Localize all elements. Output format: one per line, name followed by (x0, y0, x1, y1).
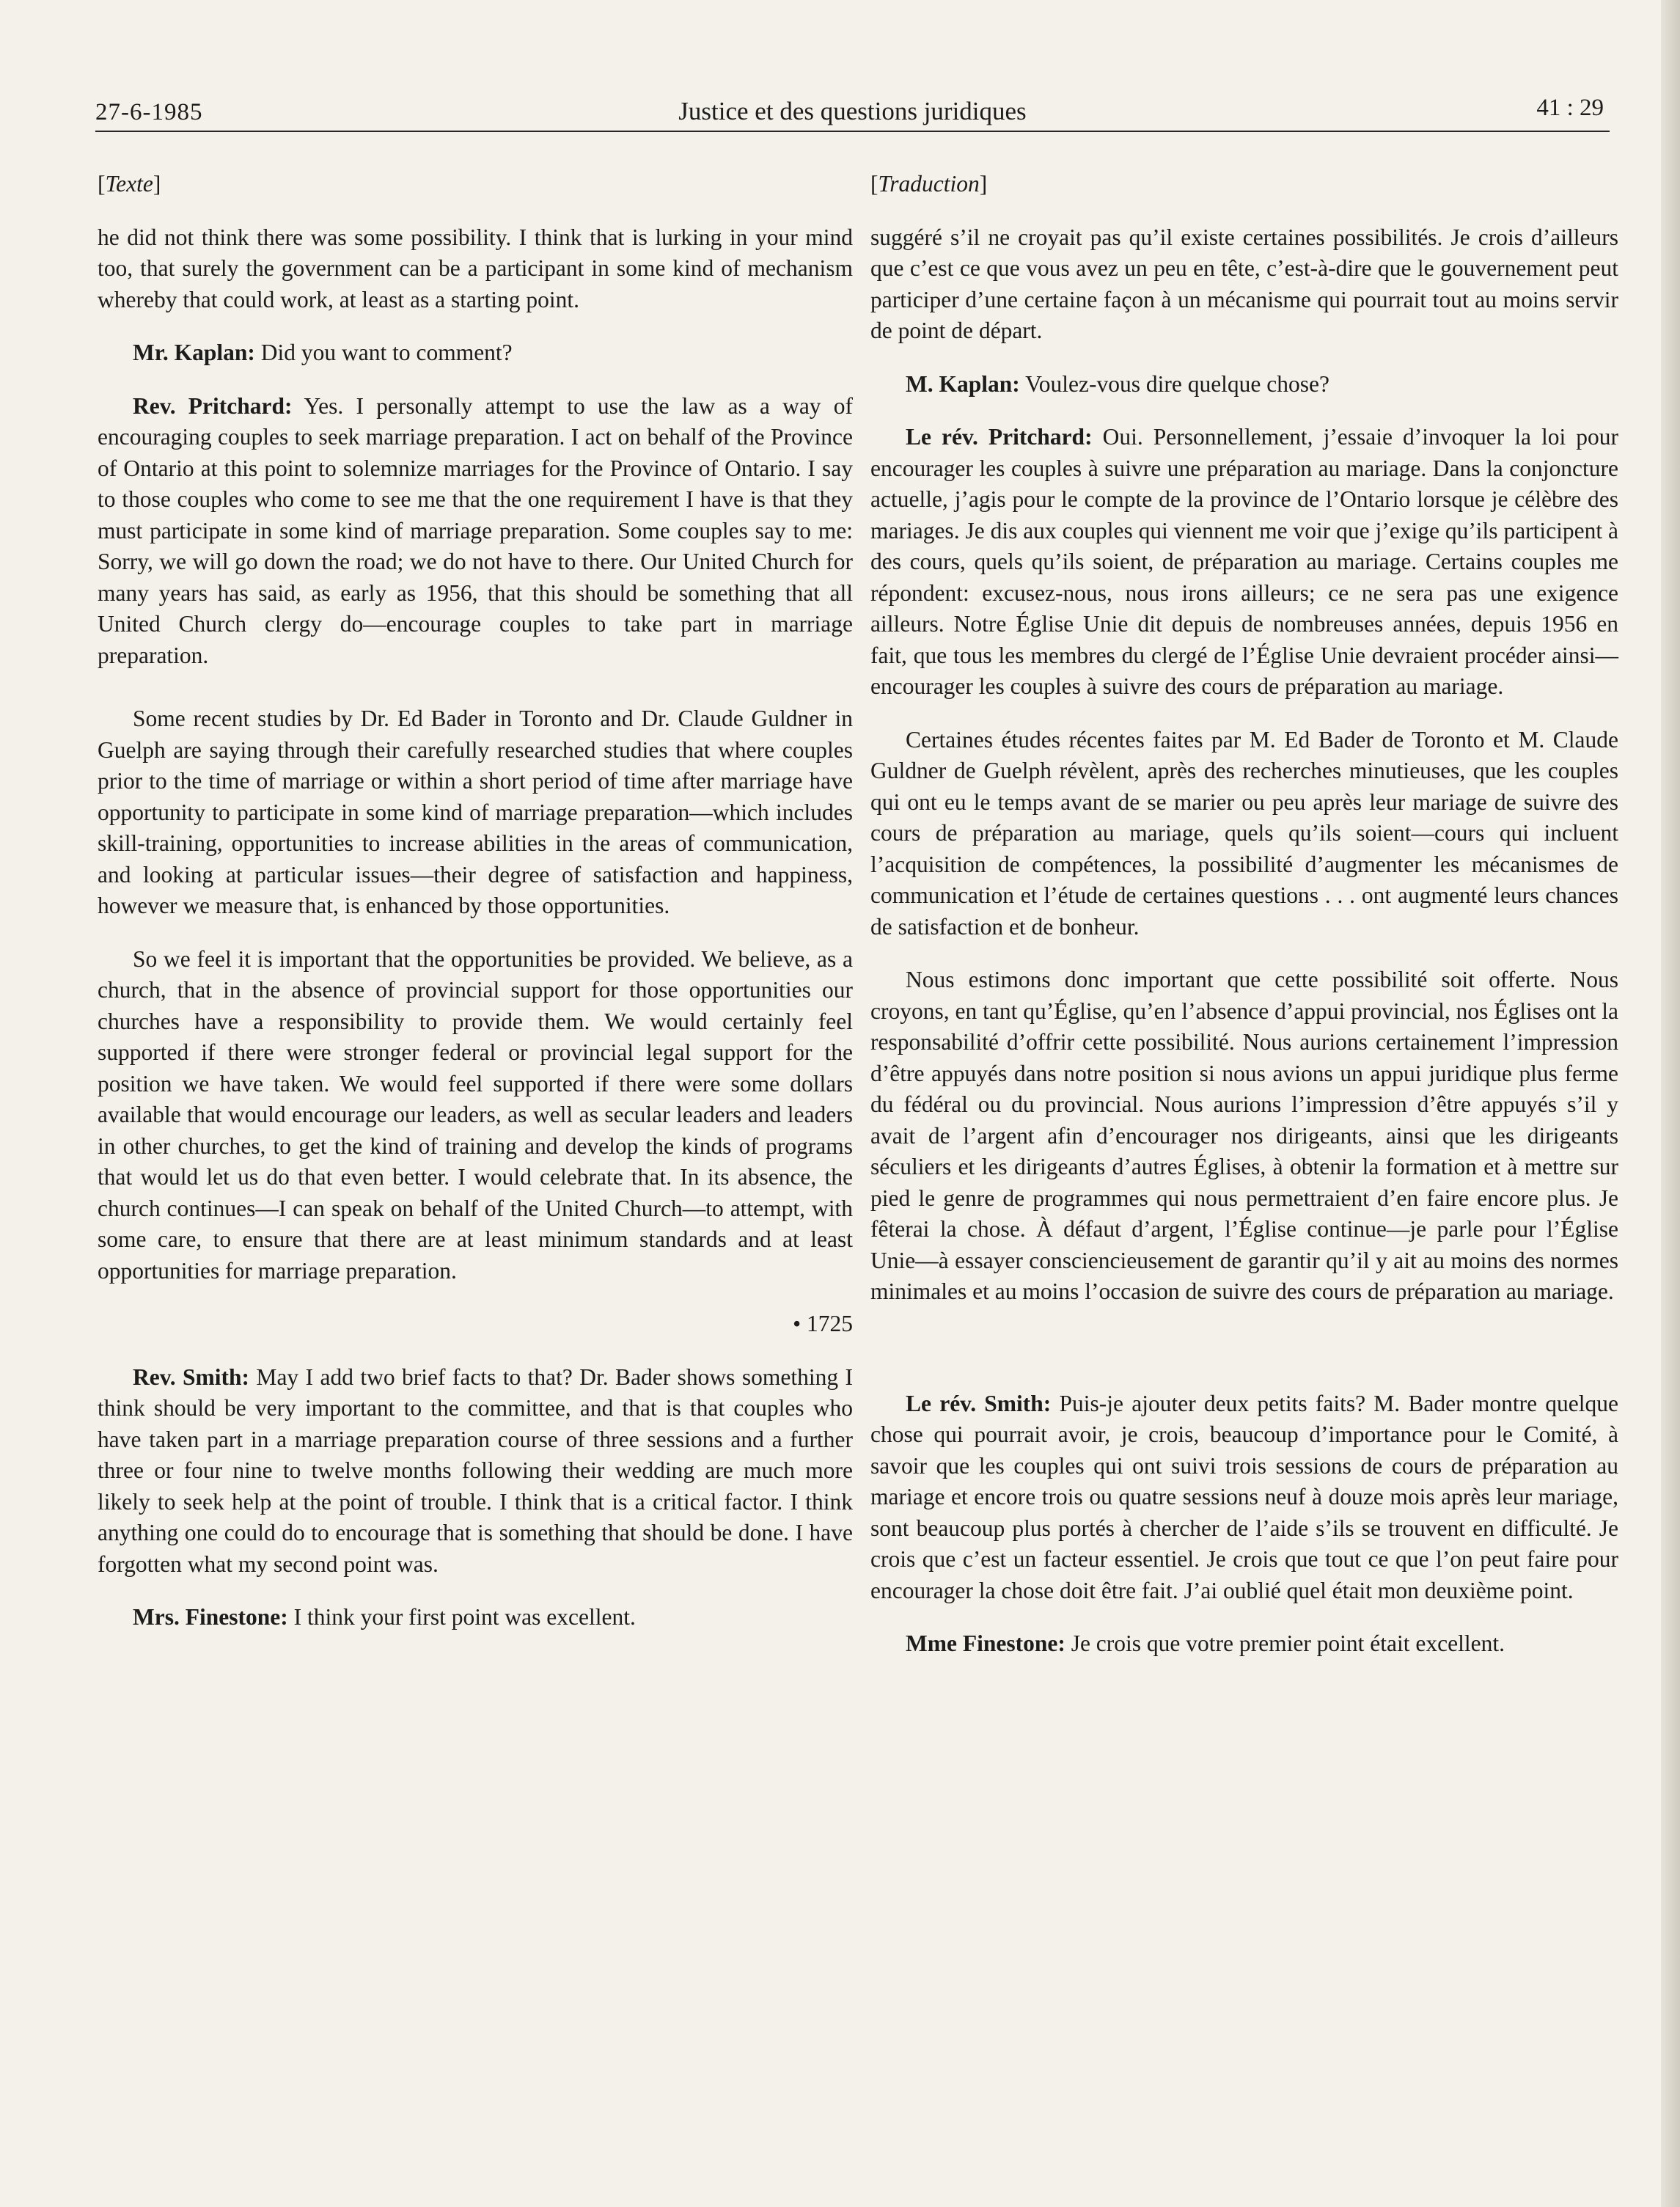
paragraph: suggéré s’il ne croyait pas qu’il existe certaines possibilités. Je crois d’ailleurs que c’est ce que vous avez un peu en tête, c’est-à-dire que le gouvernement peut participer d’une certaine façon à un mécanisme qui pourrait tout au moins servir de point de départ. (870, 224, 1618, 343)
speaker-name: Mme Finestone: (906, 1630, 1065, 1656)
speaker-name: Le rév. Pritchard: (906, 424, 1093, 450)
paragraph: Nous estimons donc important que cette possibilité soit offerte. Nous croyons, en tant qu’Église, qu’en l’absence d’appui provincial, nos Églises ont la responsabilité d’offrir cette possibilité. Nous aurions certainement l’impression d’être appuyés dans notre position si nous avions un appui juridique plus ferme du fédéral ou du provincial. Nous aurions l’impression d’être appuyés s’il y avait de l’argent afin d’encourager nos dirigeants, ainsi que les dirigeants séculiers et les dirigeants d’autres Églises, à obtenir la formation et à mettre sur pied le genre de programmes qui nous permettraient d’en faire encore plus. Je fêterai la chose. À défaut d’argent, l’Église continue—je parle pour l’Église Unie—à essayer consciencieusement de garantir qu’il y ait au moins des normes minimales et au moins l’occasion de suivre des cours de préparation au mariage. (870, 967, 1618, 1304)
paragraph: So we feel it is important that the opportunities be provided. We believe, as a church, that in the absence of provincial support for those opportunities our churches have a responsibility to provide them. We would certainly feel supported if there were stronger federal or provincial legal support for the position we have taken. We would feel supported if there were some dollars available that would encourage our leaders, as well as secular leaders and leaders in other churches, to get the kind of training and develop the kinds of programs that would let us do that even better. I would celebrate that. In its absence, the church continues—I can speak on behalf of the United Church—to attempt, with some care, to ensure that there are at least minimum standards and at least opportunities for marriage preparation. (98, 945, 853, 1284)
speech-text: Puis-je ajouter deux petits faits? M. Bader montre quelque chose qui pourrait avoir, je crois, beaucoup d’importance pour le Comité, à savoir que les couples qui ont suivi trois sessions de cours de préparation au mariage et encore trois ou quatre sessions neuf à douze mois après leur mariage, sont beaucoup plus portés à chercher de l’aide s’ils se trouvent en difficulté. Je crois que c’est un facteur essentiel. Je crois que tout ce que l’on peut faire pour encourager la chose doit être fait. J’ai oublié quel était mon deuxième point. (870, 1390, 1618, 1603)
speech-finestone (98, 1602, 853, 1633)
language-marker: [Texte] (98, 171, 161, 197)
speech-kaplan (98, 337, 853, 369)
marker-text: Traduction (878, 171, 980, 197)
speaker-name: Rev. Smith: (133, 1364, 250, 1390)
speaker-name: M. Kaplan: (906, 370, 1020, 397)
speech-text: Did you want to comment? (254, 340, 513, 365)
speech-text: Je crois que votre premier point était excellent. (1065, 1630, 1505, 1656)
speech-text: May I add two brief facts to that? Dr. Bader shows something I think should be very important to the committee, and that is that couples who have taken part in a marriage preparation course of three sessions and a further three or four nine to twelve months following their wedding are much more likely to seek help at the point of trouble. I think that is a critical factor. I think anything one could do to encourage that is something that should be done. I have forgotten what my second point was. (98, 1364, 853, 1577)
language-marker: [Traduction] (870, 171, 988, 197)
speech-pritchard (870, 422, 1618, 703)
paragraph: Certaines études récentes faites par M. Ed Bader de Toronto et M. Claude Guldner de Guelph révèlent, après des recherches minutieuses, que les couples qui ont eu le temps avant de se marier ou peu après leur mariage de suivre des cours de préparation au mariage, quels qu’ils soient—cours qui incluent l’acquisition de compétences, la possibilité d’augmenter les mécanismes de communication et l’étude de certaines questions . . . ont augmenté leurs chances de satisfaction et de bonheur. (870, 726, 1618, 940)
page-header (95, 87, 1610, 132)
header-date: 27-6-1985 (95, 99, 203, 125)
speaker-name: Le rév. Smith: (906, 1390, 1052, 1416)
french-column (870, 169, 1618, 1682)
speaker-name: Rev. Pritchard: (133, 392, 293, 419)
header-rule (95, 131, 1610, 132)
speaker-name: Mr. Kaplan: (133, 340, 255, 365)
page-edge-shadow (1661, 0, 1680, 2207)
speech-kaplan (870, 369, 1618, 400)
speech-text: Yes. I personally attempt to use the law as a way of encouraging couples to seek marriage preparation. I act on behalf of the Province of Ontario at this point to solemnize marriages for the Province of Ontario. I say to those couples who come to see me that the one requirement I have is that they must participate in some kind of marriage preparation. Some couples say to me: Sorry, we will go down the road; we do not have to there. Our United Church for many years has said, as early as 1956, that this should be something that all United Church clergy do—encourage couples to take part in marriage preparation. (98, 392, 853, 668)
speech-pritchard (98, 391, 853, 672)
speech-text: Oui. Personnellement, j’essaie d’invoquer la loi pour encourager les couples à suivre une préparation au mariage. Dans la conjoncture actuelle, j’agis pour le compte de la province de l’Ontario lorsque je célèbre des mariages. Je dis aux couples qui viennent me voir que j’exige qu’ils participent à des cours, quels qu’ils soient, de préparation au mariage. Certains couples me répondent: excusez-nous, nous irons ailleurs; ce ne sera pas une exigence ailleurs. Notre Église Unie dit depuis de nombreuses années, depuis 1956 en fait, que tous les membres du clergé de l’Église Unie devraient procéder ainsi—encourager les couples à suivre des cours de préparation au mariage. (870, 424, 1619, 699)
paragraph: he did not think there was some possibility. I think that is lurking in your mind too, that surely the government can be a participant in some kind of mechanism whereby that could work, at least as a starting point. (98, 224, 853, 312)
speech-smith (870, 1388, 1618, 1607)
speech-text: I think your first point was excellent. (287, 1604, 636, 1630)
speech-finestone (870, 1628, 1618, 1660)
speaker-name: Mrs. Finestone: (133, 1604, 288, 1630)
header-page-number: 41 : 29 (1536, 95, 1604, 121)
marker-text: Texte (105, 171, 153, 197)
english-column (98, 169, 853, 1655)
speech-text: Voulez-vous dire quelque chose? (1019, 370, 1329, 397)
header-title: Justice et des questions juridiques (678, 97, 1027, 125)
timestamp: • 1725 (793, 1311, 853, 1336)
speech-smith (98, 1362, 853, 1581)
paragraph: Some recent studies by Dr. Ed Bader in Toronto and Dr. Claude Guldner in Guelph are saying through their carefully researched studies that where couples prior to the time of marriage or within a short period of time after marriage have opportunity to participate in some kind of marriage preparation—which includes skill-training, opportunities to increase abilities in the areas of communication, and looking at particular issues—their degree of satisfaction and happiness, however we measure that, is enhanced by those opportunities. (98, 706, 853, 918)
